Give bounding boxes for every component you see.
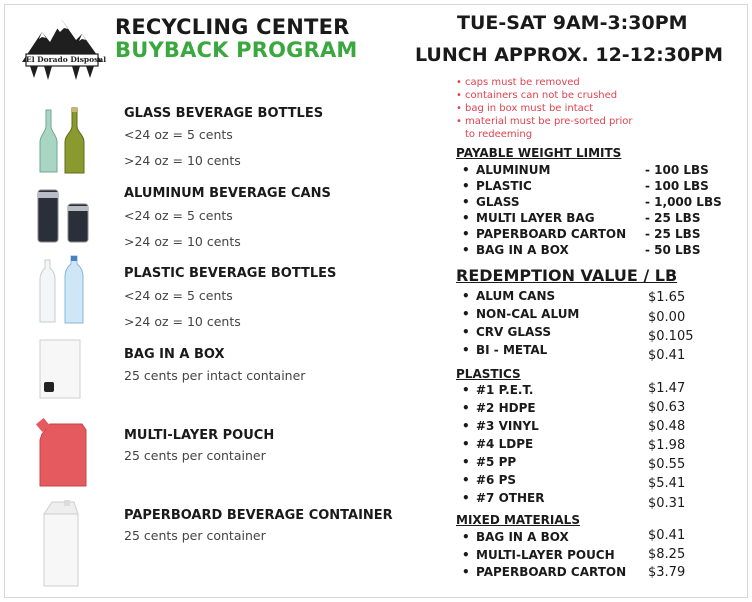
weight-row: • ALUMINUM bbox=[462, 163, 551, 177]
item-name: MULTI-LAYER POUCH bbox=[124, 428, 275, 443]
weight-row: • GLASS bbox=[462, 195, 520, 209]
rule-item: • caps must be removed bbox=[456, 77, 580, 88]
rule-item: • material must be pre-sorted prior bbox=[456, 116, 633, 127]
title-line-1: RECYCLING CENTER bbox=[115, 15, 350, 39]
item-rate: <24 oz = 5 cents bbox=[124, 127, 233, 142]
price: $5.41 bbox=[648, 476, 686, 491]
weight-value: - 100 LBS bbox=[645, 179, 709, 193]
item-rate: 25 cents per container bbox=[124, 528, 266, 543]
item-name: PLASTIC BEVERAGE BOTTLES bbox=[124, 266, 337, 281]
item-name: ALUMINUM BEVERAGE CANS bbox=[124, 186, 331, 201]
weight-value: - 50 LBS bbox=[645, 243, 701, 257]
item-rate: >24 oz = 10 cents bbox=[124, 234, 241, 249]
weight-row: • MULTI LAYER BAG bbox=[462, 211, 595, 225]
price: $1.65 bbox=[648, 290, 686, 305]
plastics-row: • #5 PP bbox=[462, 455, 517, 469]
weight-value: - 1,000 LBS bbox=[645, 195, 722, 209]
price: $0.63 bbox=[648, 400, 686, 415]
plastics-row: • #4 LDPE bbox=[462, 437, 534, 451]
redemption-row: • CRV GLASS bbox=[462, 325, 552, 339]
weight-row: • PLASTIC bbox=[462, 179, 532, 193]
redemption-row: • NON-CAL ALUM bbox=[462, 307, 580, 321]
item-name: PAPERBOARD BEVERAGE CONTAINER bbox=[124, 508, 393, 523]
price: $1.47 bbox=[648, 381, 686, 396]
redemption-heading: REDEMPTION VALUE / LB bbox=[456, 266, 678, 285]
plastic-bottles-icon bbox=[34, 254, 94, 328]
plastics-row: • #1 P.E.T. bbox=[462, 383, 534, 397]
title-line-2: BUYBACK PROGRAM bbox=[115, 38, 358, 62]
mixed-row: • PAPERBOARD CARTON bbox=[462, 565, 627, 579]
item-rate: <24 oz = 5 cents bbox=[124, 288, 233, 303]
redemption-row: • ALUM CANS bbox=[462, 289, 556, 303]
price: $8.25 bbox=[648, 547, 686, 562]
weight-value: - 100 LBS bbox=[645, 163, 709, 177]
mixed-row: • BAG IN A BOX bbox=[462, 530, 569, 544]
item-rate: 25 cents per intact container bbox=[124, 368, 306, 383]
price: $0.00 bbox=[648, 310, 686, 325]
weight-value: - 25 LBS bbox=[645, 227, 701, 241]
redemption-row: • BI - METAL bbox=[462, 343, 548, 357]
rule-item: to redeeming bbox=[465, 129, 533, 140]
rule-item: • containers can not be crushed bbox=[456, 90, 618, 101]
plastics-row: • #3 VINYL bbox=[462, 419, 539, 433]
price: $0.41 bbox=[648, 528, 686, 543]
price: $0.31 bbox=[648, 496, 686, 511]
rule-item: • bag in box must be intact bbox=[456, 103, 594, 114]
logo bbox=[20, 14, 107, 86]
carton-icon bbox=[34, 498, 86, 590]
plastics-row: • #7 OTHER bbox=[462, 491, 545, 505]
bag-in-box-icon bbox=[34, 336, 86, 402]
plastics-heading: PLASTICS bbox=[456, 367, 521, 381]
item-name: BAG IN A BOX bbox=[124, 347, 225, 362]
rules-list bbox=[456, 76, 633, 141]
hours: TUE-SAT 9AM-3:30PM bbox=[457, 12, 688, 34]
plastics-row: • #6 PS bbox=[462, 473, 517, 487]
glass-bottles-icon bbox=[34, 106, 94, 176]
logo-text: El Dorado Disposal bbox=[26, 55, 107, 64]
item-rate: 25 cents per container bbox=[124, 448, 266, 463]
item-name: GLASS BEVERAGE BOTTLES bbox=[124, 106, 324, 121]
price: $0.55 bbox=[648, 457, 686, 472]
weight-limits-heading: PAYABLE WEIGHT LIMITS bbox=[456, 146, 622, 160]
mountain-logo-icon bbox=[20, 14, 107, 86]
lunch-hours: LUNCH APPROX. 12-12:30PM bbox=[415, 44, 723, 66]
pouch-icon bbox=[34, 418, 90, 490]
price: $0.48 bbox=[648, 419, 686, 434]
item-rate: >24 oz = 10 cents bbox=[124, 153, 241, 168]
weight-value: - 25 LBS bbox=[645, 211, 701, 225]
price: $0.41 bbox=[648, 348, 686, 363]
mixed-heading: MIXED MATERIALS bbox=[456, 513, 580, 527]
price: $1.98 bbox=[648, 438, 686, 453]
weight-row: • PAPERBOARD CARTON bbox=[462, 227, 627, 241]
mixed-row: • MULTI-LAYER POUCH bbox=[462, 548, 615, 562]
price: $3.79 bbox=[648, 565, 686, 580]
price: $0.105 bbox=[648, 329, 694, 344]
item-rate: >24 oz = 10 cents bbox=[124, 314, 241, 329]
plastics-row: • #2 HDPE bbox=[462, 401, 536, 415]
aluminum-cans-icon bbox=[34, 186, 94, 246]
weight-row: • BAG IN A BOX bbox=[462, 243, 569, 257]
item-rate: <24 oz = 5 cents bbox=[124, 208, 233, 223]
